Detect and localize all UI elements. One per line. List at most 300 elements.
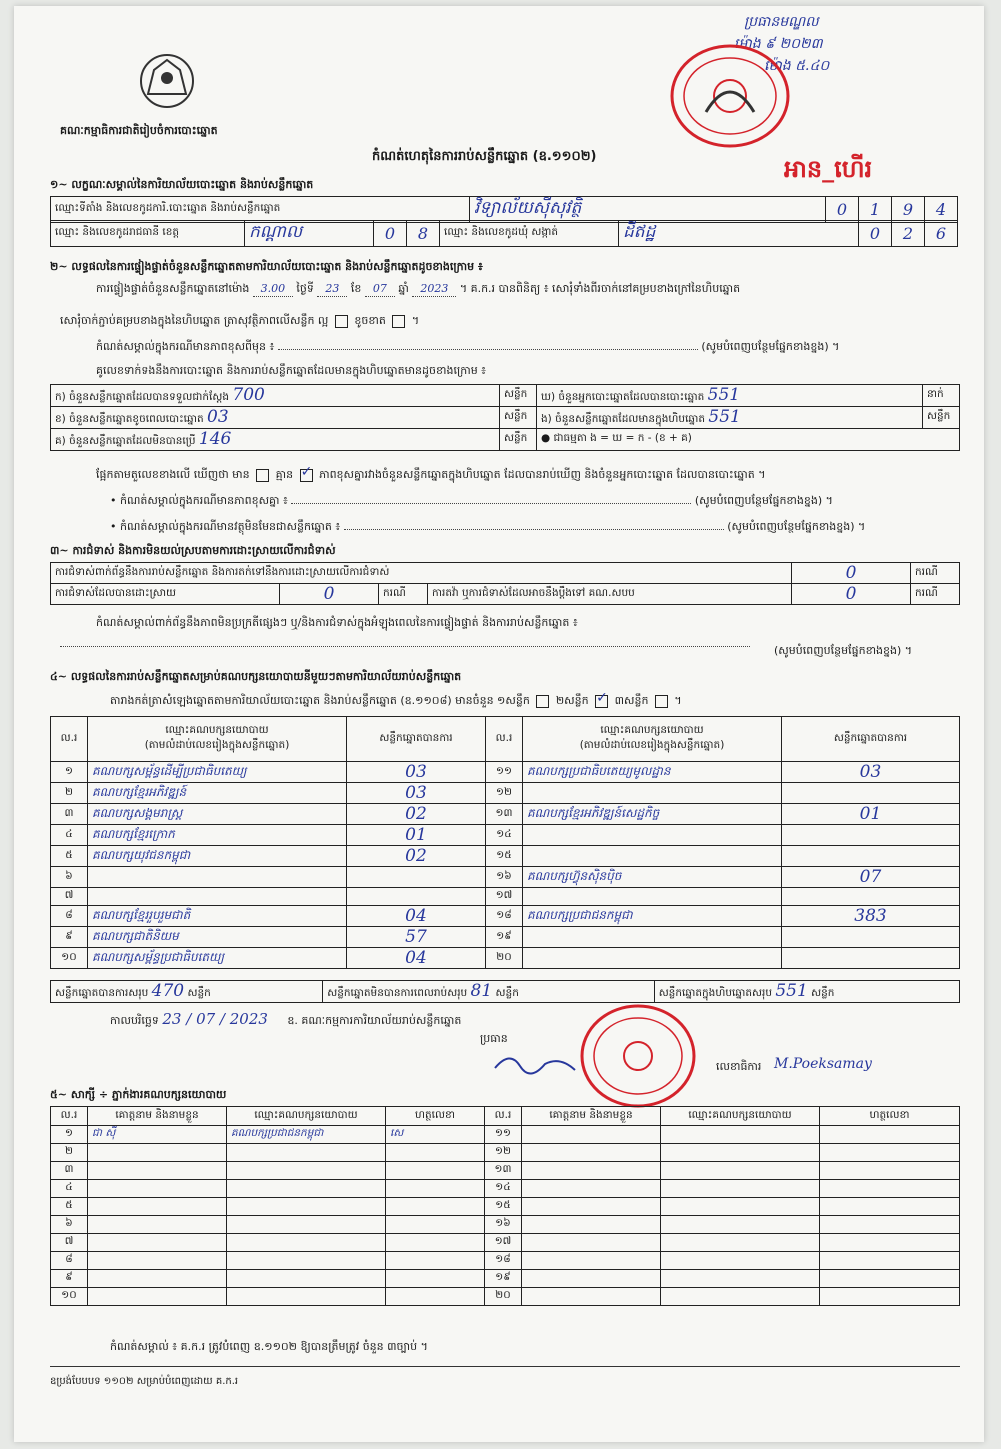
province-code-digit: 0 xyxy=(374,221,407,247)
date-label: កាលបរិច្ឆេទ xyxy=(110,1014,159,1027)
witness-party[interactable] xyxy=(661,1126,820,1144)
witness-signature[interactable] xyxy=(820,1162,960,1180)
row-number: ១២ xyxy=(486,783,523,804)
witness-body xyxy=(51,1126,960,1306)
row-number: ៧ xyxy=(51,1234,88,1252)
party-name: គណបក្សសង្គមរាស្ត្រ xyxy=(88,804,347,825)
year-label: ឆ្នាំ xyxy=(398,282,409,295)
commune-code-digit: 0 xyxy=(859,221,892,247)
witness-name[interactable] xyxy=(522,1216,661,1234)
witness-signature[interactable] xyxy=(386,1288,485,1306)
witness-name[interactable] xyxy=(522,1126,661,1144)
no-difference-checkbox[interactable] xyxy=(300,469,313,482)
row-number: ១៧ xyxy=(485,1234,522,1252)
row-number: ៥ xyxy=(51,1198,88,1216)
received-value: 700 xyxy=(232,385,265,405)
witness-name[interactable] xyxy=(522,1234,661,1252)
witness-name[interactable] xyxy=(88,1162,227,1180)
committee-name: គណៈកម្មាធិការជាតិរៀបចំការបោះឆ្នោត xyxy=(60,124,218,137)
witness-signature[interactable] xyxy=(820,1126,960,1144)
valid-total-value: 470 xyxy=(151,981,185,1001)
formula: ជាធម្មតា ង = ឃ = ក - (ខ + គ) xyxy=(553,432,692,444)
col-no: ល.រ xyxy=(51,717,88,762)
results-row xyxy=(51,906,960,927)
col-party: ឈ្មោះគណបក្សនយោបាយ xyxy=(600,724,704,736)
section1-title: ១~ លក្ខណៈសម្គាល់នៃការិយាល័យបោះឆ្នោត និងរាប់សន្លឹកឆ្នោត xyxy=(50,178,314,191)
witness-row xyxy=(51,1162,960,1180)
commune-label: ឈ្មោះ និងលេខកូដឃុំ សង្កាត់ xyxy=(440,221,619,247)
in-box-label: ង) ចំនួនសន្លឹកឆ្នោតដែលមានក្នុងហិបឆ្នោត xyxy=(541,413,706,425)
col-party: ឈ្មោះគណបក្សនយោបាយ xyxy=(661,1107,820,1126)
witness-name[interactable] xyxy=(522,1144,661,1162)
chair-label: ប្រធាន xyxy=(480,1032,508,1045)
row-number: ១៩ xyxy=(485,1270,522,1288)
col-party: ឈ្មោះគណបក្សនយោបាយ xyxy=(165,724,269,736)
row-number: ១១ xyxy=(485,1126,522,1144)
three-sheets-label: ៣សន្លឹក xyxy=(614,694,649,707)
witness-party[interactable] xyxy=(661,1288,820,1306)
results-row xyxy=(51,804,960,825)
party-name: គណបក្សជាតិនិយម xyxy=(88,927,347,948)
witness-name[interactable] xyxy=(88,1234,227,1252)
row-number: ២០ xyxy=(485,1288,522,1306)
row-number: ៤ xyxy=(51,825,88,846)
unit-label: សន្លឹក xyxy=(500,429,537,451)
party-name: គណបក្សខ្មែរក្រោក xyxy=(88,825,347,846)
spoiled-label: ខ) ចំនួនសន្លឹកឆ្នោតខូចពេលបោះឆ្នោត xyxy=(55,413,204,425)
witness-signature[interactable] xyxy=(820,1180,960,1198)
location-code-digit: 9 xyxy=(892,197,925,223)
witness-name[interactable] xyxy=(88,1216,227,1234)
row-number: ១៥ xyxy=(486,846,523,867)
witness-party[interactable] xyxy=(227,1234,386,1252)
stamp-title: អាន_ហើរ xyxy=(784,155,873,183)
witness-signature[interactable] xyxy=(820,1234,960,1252)
unused-value: 146 xyxy=(198,429,232,449)
row-number: ១១ xyxy=(486,762,523,783)
secretary-signature: M.Poeksamay xyxy=(774,1056,872,1072)
difference-note-field[interactable] xyxy=(278,349,698,350)
official-stamp-icon xyxy=(666,42,796,152)
has-difference-checkbox[interactable] xyxy=(256,469,269,482)
row-number: ៦ xyxy=(51,867,88,888)
valid-total-label: សន្លឹកឆ្នោតបានការសរុប xyxy=(55,987,149,999)
witness-table xyxy=(50,1106,960,1306)
voters-unit: នាក់ xyxy=(923,385,960,407)
witness-party[interactable] xyxy=(227,1252,386,1270)
party-name xyxy=(523,927,782,948)
witness-party[interactable] xyxy=(227,1144,386,1162)
witness-signature[interactable] xyxy=(386,1234,485,1252)
comparison-tail: ភាពខុសគ្នារវាងចំនួនសន្លឹកឆ្នោតក្នុងហិបឆ្នោត ដែលបានរាប់ឃើញ និងចំនួនអ្នកបោះឆ្នោត ដែលបានបោះឆ្នោត ។ xyxy=(319,468,766,481)
party-votes: 04 xyxy=(347,906,486,927)
location-code-digit: 4 xyxy=(925,197,958,223)
results-row xyxy=(51,888,960,906)
location-code-digit: 0 xyxy=(826,197,859,223)
irregularity-note: កំណត់សម្គាល់ពាក់ព័ន្ធនឹងភាពមិនប្រក្រតីផ្សេងៗ ឬ/និងការជំទាស់ក្នុងអំឡុងពេលនៃការផ្ទៀងផ្ទាត់ និងការរាប់សន្លឹកឆ្នោត ៖ xyxy=(96,616,578,629)
complaints-label: ការជំទាស់ពាក់ព័ន្ធនឹងការរាប់សន្លឹកឆ្នោត និងការតក់ទៅនឹងការដោះស្រាយលើការជំទាស់ xyxy=(51,563,792,584)
party-name xyxy=(523,825,782,846)
witness-name[interactable] xyxy=(88,1288,227,1306)
handwritten-note-3: ម៉ោង ៥.៤០ xyxy=(764,58,830,74)
row-number: ១៧ xyxy=(486,888,523,906)
row-number: ១៣ xyxy=(485,1162,522,1180)
party-name: គណបក្សខ្មែរអភិវឌ្ឍន៍សេដ្ឋកិច្ច xyxy=(523,804,782,825)
results-row xyxy=(51,825,960,846)
witness-signature[interactable] xyxy=(386,1162,485,1180)
seal-line: សោរុំចាក់ភ្ជាប់គម្របខាងក្នុងនៃហិបឆ្នោត ត្រាសុវត្ថិភាពលើសន្លឹក ល្អ ខូចខាត ។ xyxy=(60,314,420,327)
witness-party[interactable] xyxy=(227,1216,386,1234)
case-unit: ករណី xyxy=(911,563,960,584)
form-title: កំណត់ហេតុនៃការរាប់សន្លឹកឆ្នោត (ឧ.១១០២) xyxy=(372,149,597,164)
row-number: ១ xyxy=(51,762,88,783)
diff-note-field[interactable] xyxy=(291,503,691,504)
object-note-field[interactable] xyxy=(344,529,724,530)
col-no: ល.រ xyxy=(51,1107,88,1126)
row-number: ៤ xyxy=(51,1180,88,1198)
witness-party[interactable] xyxy=(661,1144,820,1162)
party-name: គណបក្សប្រជាជនកម្ពុជា xyxy=(523,906,782,927)
three-sheets-checkbox[interactable] xyxy=(655,695,668,708)
two-sheets-checkbox[interactable] xyxy=(595,695,608,708)
footer-form-id: ឧប្រង់បែបបទ ១១០២ សម្រាប់បំពេញដោយ គ.ក.រ xyxy=(50,1376,239,1387)
witness-signature[interactable] xyxy=(820,1216,960,1234)
row-number: ៣ xyxy=(51,804,88,825)
party-name: គណបក្សខ្មែរអភិវឌ្ឍន៍ xyxy=(88,783,347,804)
row-number: ៩ xyxy=(51,1270,88,1288)
witness-signature[interactable] xyxy=(386,1216,485,1234)
appeal-label: ការតវ៉ា ឬការជំទាស់ដែលអាចនឹងប្ដឹងទៅ គណ.សបប xyxy=(428,584,792,605)
section4-title: ៤~ លទ្ធផលនៃការរាប់សន្លឹកឆ្នោតសម្រាប់គណបក្សនយោបាយនីមួយៗតាមការិយាល័យរាប់សន្លឹកឆ្នោត xyxy=(50,670,462,683)
witness-name[interactable] xyxy=(522,1270,661,1288)
party-votes: 383 xyxy=(782,906,960,927)
party-votes: 03 xyxy=(347,783,486,804)
resolved-value: 0 xyxy=(280,584,379,605)
received-label: ក) ចំនួនសន្លឹកឆ្នោតដែលបានទទួលជាក់ស្តែង xyxy=(55,391,230,403)
witness-signature[interactable] xyxy=(386,1144,485,1162)
col-sign: ហត្ថលេខា xyxy=(820,1107,960,1126)
footer-note: កំណត់សម្គាល់ ៖ គ.ក.រ ត្រូវបំពេញ ឧ.១១០២ ឱ្យបានត្រឹមត្រូវ ចំនួន ៣ច្បាប់ ។ xyxy=(110,1340,428,1353)
seal-damaged-checkbox[interactable] xyxy=(392,315,405,328)
seal-good-checkbox[interactable] xyxy=(335,315,348,328)
nec-emblem-icon xyxy=(136,50,198,112)
appeal-value: 0 xyxy=(792,584,911,605)
invalid-total-value: 81 xyxy=(470,981,493,1001)
time-label: ការផ្ទៀងផ្ទាត់ចំនួនសន្លឹកឆ្នោតនៅម៉ោង xyxy=(96,282,250,295)
location-code-digit: 1 xyxy=(859,197,892,223)
verification-line xyxy=(96,282,976,297)
difference-note-row xyxy=(96,340,964,354)
results-body xyxy=(51,762,960,969)
section5-title: ៥~ សាក្សី ÷ ភ្នាក់ងារគណបក្សនយោបាយ xyxy=(50,1088,227,1101)
footer-divider xyxy=(50,1366,960,1367)
witness-row xyxy=(51,1216,960,1234)
row-number: ៧ xyxy=(51,888,88,906)
party-name xyxy=(523,948,782,969)
witness-party[interactable] xyxy=(227,1288,386,1306)
col-party-sub: (តាមលំដាប់លេខរៀងក្នុងសន្លឹកឆ្នោត) xyxy=(579,739,725,751)
committee-stamp-icon xyxy=(574,1002,704,1112)
witness-party[interactable] xyxy=(661,1198,820,1216)
party-name xyxy=(88,867,347,888)
location-value: វិទ្យាល័យស៊ីសុវត្ថិ xyxy=(470,197,826,223)
row-number: ១៥ xyxy=(485,1198,522,1216)
witness-signature[interactable] xyxy=(386,1180,485,1198)
province-code-digit: 8 xyxy=(407,221,440,247)
figures-intro: គូលេខទាក់ទងនឹងការបោះឆ្នោត និងការរាប់សន្លឹកឆ្នោតដែលមានក្នុងហិបឆ្នោតមានដូចខាងក្រោម ៖ xyxy=(96,364,487,377)
party-votes: 57 xyxy=(347,927,486,948)
resolved-label: ការជំទាស់ដែលបានដោះស្រាយ xyxy=(51,584,280,605)
row-number: ១៩ xyxy=(486,927,523,948)
party-votes: 04 xyxy=(347,948,486,969)
location-label: ឈ្មោះទីតាំង និងលេខកូដការិ.បោះឆ្នោត និងរាប់សន្លឹកឆ្នោត xyxy=(51,197,470,223)
witness-name[interactable] xyxy=(522,1288,661,1306)
fill-hint: (សូមបំពេញបន្ថែមផ្នែកខាងខ្នង) ។ xyxy=(694,494,833,507)
party-name: គណបក្សប្រជាធិបតេយ្យមូលដ្ឋាន xyxy=(523,762,782,783)
handwritten-note-1: ប្រធានមណ្ឌល xyxy=(744,14,819,30)
date-value: 23 / 07 / 2023 xyxy=(162,1010,268,1028)
row-number: ១៤ xyxy=(485,1180,522,1198)
row-number: ១៨ xyxy=(485,1252,522,1270)
witness-party[interactable] xyxy=(661,1252,820,1270)
row-number: ៨ xyxy=(51,906,88,927)
witness-signature[interactable] xyxy=(820,1288,960,1306)
col-party: ឈ្មោះគណបក្សនយោបាយ xyxy=(227,1107,386,1126)
witness-party[interactable] xyxy=(227,1180,386,1198)
party-votes: 01 xyxy=(347,825,486,846)
seal-damaged-label: ខូចខាត xyxy=(354,314,386,327)
witness-name[interactable] xyxy=(88,1180,227,1198)
row-number: ៦ xyxy=(51,1216,88,1234)
committee-signature-label: ឧ. គណៈកម្មការការិយាល័យរាប់សន្លឹកឆ្នោត xyxy=(287,1014,462,1027)
spoiled-value: 03 xyxy=(207,407,229,427)
party-name: គណបក្សយុវជនកម្ពុជា xyxy=(88,846,347,867)
row-number: ១២ xyxy=(485,1144,522,1162)
witness-party[interactable] xyxy=(661,1216,820,1234)
province-table xyxy=(50,220,958,247)
row-number: ៥ xyxy=(51,846,88,867)
party-name: គណបក្សសម្ព័ន្ធដើម្បីប្រជាធិបតេយ្យ xyxy=(88,762,347,783)
fill-hint: (សូមបំពេញបន្ថែមផ្នែកខាងខ្នង) ។ xyxy=(701,340,840,353)
results-row xyxy=(51,927,960,948)
party-votes: 07 xyxy=(782,867,960,888)
inspection-text: ។ គ.ក.រ បានពិនិត្យ ៖ សោរុំទាំងពីរចាក់នៅគម្របខាងក្រៅនៃហិបឆ្នោត xyxy=(459,282,741,295)
party-votes xyxy=(782,927,960,948)
party-name: គណបក្សហ៊្វុនស៊ិនប៉ិច xyxy=(523,867,782,888)
party-votes xyxy=(347,867,486,888)
year-value: 2023 xyxy=(412,282,456,297)
row-number: ១០ xyxy=(51,1288,88,1306)
witness-party[interactable] xyxy=(227,1162,386,1180)
party-votes: 02 xyxy=(347,804,486,825)
totals-table xyxy=(50,980,960,1003)
party-votes: 02 xyxy=(347,846,486,867)
results-row xyxy=(51,783,960,804)
day-value: 23 xyxy=(317,282,347,297)
row-number: ១៣ xyxy=(486,804,523,825)
case-unit: ករណី xyxy=(911,584,960,605)
row-number: ១៦ xyxy=(486,867,523,888)
row-number: ១៨ xyxy=(486,906,523,927)
seal-text: សោរុំចាក់ភ្ជាប់គម្របខាងក្នុងនៃហិបឆ្នោត ត្រាសុវត្ថិភាពលើសន្លឹក ល្អ xyxy=(60,314,329,327)
results-table xyxy=(50,716,960,969)
row-number: ៩ xyxy=(51,927,88,948)
witness-party[interactable] xyxy=(661,1162,820,1180)
witness-party[interactable] xyxy=(661,1234,820,1252)
two-sheets-label: ២សន្លឹក xyxy=(555,694,589,707)
box-total-label: សន្លឹកឆ្នោតក្នុងហិបឆ្នោតសរុប xyxy=(658,987,772,999)
unit-label: សន្លឹក xyxy=(495,987,519,999)
col-sign: ហត្ថលេខា xyxy=(386,1107,485,1126)
handwritten-note-2: ម៉ោង ៩ ២០២៣ xyxy=(734,36,823,52)
witness-name[interactable] xyxy=(88,1198,227,1216)
witness-name[interactable] xyxy=(522,1252,661,1270)
party-votes xyxy=(782,846,960,867)
witness-party[interactable]: គណបក្សប្រជាជនកម្ពុជា xyxy=(227,1126,386,1144)
secretary-label: លេខាធិការ xyxy=(716,1060,762,1073)
witness-party[interactable] xyxy=(661,1270,820,1288)
unused-label: គ) ចំនួនសន្លឹកឆ្នោតដែលមិនបានប្រើ xyxy=(55,435,196,447)
witness-signature[interactable] xyxy=(820,1270,960,1288)
party-name xyxy=(523,846,782,867)
row-number: ១ xyxy=(51,1126,88,1144)
party-votes xyxy=(782,888,960,906)
unit-label: សន្លឹក xyxy=(923,407,960,429)
col-no: ល.រ xyxy=(485,1107,522,1126)
witness-name[interactable] xyxy=(522,1180,661,1198)
col-name: គោត្តនាម និងនាមខ្លួន xyxy=(522,1107,661,1126)
row-number: ១៦ xyxy=(485,1216,522,1234)
section2-title: ២~ លទ្ធផលនៃការផ្ទៀងផ្ទាត់ចំនួនសន្លឹកឆ្នោតតាមការិយាល័យបោះឆ្នោត និងរាប់សន្លឹកឆ្នោតដូចខាងក្រោម ៖ xyxy=(50,260,483,273)
fill-hint: (សូមបំពេញបន្ថែមផ្នែកខាងខ្នង) ។ xyxy=(774,644,913,657)
witness-row xyxy=(51,1126,960,1144)
province-value: កណ្ដាល xyxy=(245,221,374,247)
party-votes xyxy=(782,948,960,969)
tally-sheets-row: តារាងកត់ត្រាសំឡេងឆ្នោតតាមការិយាល័យបោះឆ្នោត និងរាប់សន្លឹកឆ្នោត (ឧ.១១០៨) មានចំនួន ១សន្លឹក ២សន្លឹក ✓ ៣សន្លឹក ។ xyxy=(110,694,682,708)
party-name: គណបក្សសម្ព័ន្ធប្រជាធិបតេយ្យ xyxy=(88,948,347,969)
col-no: ល.រ xyxy=(486,717,523,762)
complaints-table xyxy=(50,562,960,605)
complaints-value: 0 xyxy=(792,563,911,584)
unit-label: សន្លឹក xyxy=(187,987,211,999)
witness-row xyxy=(51,1198,960,1216)
witness-signature[interactable] xyxy=(386,1198,485,1216)
month-label: ខែ xyxy=(350,282,362,295)
witness-name[interactable] xyxy=(522,1162,661,1180)
witness-party[interactable] xyxy=(661,1180,820,1198)
witness-signature[interactable] xyxy=(820,1252,960,1270)
witness-name[interactable] xyxy=(522,1198,661,1216)
results-row xyxy=(51,948,960,969)
commune-code-digit: 2 xyxy=(892,221,925,247)
witness-signature[interactable] xyxy=(386,1252,485,1270)
object-note-row: • កំណត់សម្គាល់ក្នុងករណីមានវត្ថុមិនមែនជាសន្លឹកឆ្នោត ៖ (សូមបំពេញបន្ថែមផ្នែកខាងខ្នង) ។ xyxy=(110,520,866,533)
location-table xyxy=(50,196,958,223)
date-row xyxy=(110,1012,461,1028)
witness-row xyxy=(51,1288,960,1306)
col-votes: សន្លឹកឆ្នោតបានការ xyxy=(782,717,960,762)
no-difference-label: គ្មាន xyxy=(275,468,294,481)
voters-value: 551 xyxy=(707,385,741,405)
witness-signature[interactable] xyxy=(386,1270,485,1288)
col-party-sub: (តាមលំដាប់លេខរៀងក្នុងសន្លឹកឆ្នោត) xyxy=(144,739,290,751)
witness-signature[interactable]: សេ xyxy=(386,1126,485,1144)
party-votes: 03 xyxy=(347,762,486,783)
box-total-value: 551 xyxy=(775,981,808,1001)
comparison-label: ផ្អែកតាមតួលេខខាងលើ ឃើញថា មាន xyxy=(96,468,250,481)
section3-title: ៣~ ការជំទាស់ និងការមិនយល់ស្របតាមការដោះស្រាយលើការជំទាស់ xyxy=(50,544,336,557)
party-name: គណបក្សខ្មែររួបរួមជាតិ xyxy=(88,906,347,927)
results-row xyxy=(51,762,960,783)
province-label: ឈ្មោះ និងលេខកូដរាជធានី ខេត្ត xyxy=(51,221,245,247)
difference-note-label: កំណត់សម្គាល់ក្នុងករណីមានភាពខុសពីមុន ៖ xyxy=(96,340,275,353)
party-votes xyxy=(347,888,486,906)
col-votes: សន្លឹកឆ្នោតបានការ xyxy=(347,717,486,762)
witness-row xyxy=(51,1252,960,1270)
witness-row xyxy=(51,1270,960,1288)
ballot-count-table: ក) ចំនួនសន្លឹកឆ្នោតដែលបានទទួលជាក់ស្តែង 700 សន្លឹក ឃ) ចំនួនអ្នកបោះឆ្នោតដែលបានបោះឆ្នោត 551 នាក់ ខ) ចំនួនសន្លឹកឆ្នោតខូចពេលបោះឆ្នោត 03 សន្លឹក ង) ចំនួនសន្លឹកឆ្នោតដែលមានក្នុងហិបឆ្នោត 551 សន្លឹក គ) ចំនួនសន្លឹកឆ្នោតដែលមិនបានប្រើ 146 សន្លឹក ● ជាធម្មតា ង = ឃ = ក - (ខ + គ) xyxy=(50,384,960,451)
results-row xyxy=(51,846,960,867)
party-name xyxy=(523,783,782,804)
voters-label: ឃ) ចំនួនអ្នកបោះឆ្នោតដែលបានបោះឆ្នោត xyxy=(541,391,705,403)
day-label: ថ្ងៃទី xyxy=(296,282,314,295)
row-number: ១៤ xyxy=(486,825,523,846)
results-row xyxy=(51,867,960,888)
invalid-total-label: សន្លឹកឆ្នោតមិនបានការពេលរាប់សរុប xyxy=(327,987,468,999)
party-votes xyxy=(782,825,960,846)
row-number: ៣ xyxy=(51,1162,88,1180)
witness-signature[interactable] xyxy=(820,1198,960,1216)
row-number: ១០ xyxy=(51,948,88,969)
row-number: ២០ xyxy=(486,948,523,969)
commune-value: ដីឥដ្ឋ xyxy=(619,221,859,247)
witness-name[interactable] xyxy=(88,1144,227,1162)
unit-label: សន្លឹក xyxy=(500,407,537,429)
party-votes: 03 xyxy=(782,762,960,783)
row-number: ២ xyxy=(51,1144,88,1162)
chair-signature-icon xyxy=(490,1046,580,1080)
witness-row xyxy=(51,1234,960,1252)
witness-party[interactable] xyxy=(227,1198,386,1216)
comparison-row xyxy=(96,468,976,482)
one-sheet-checkbox[interactable] xyxy=(536,695,549,708)
witness-name[interactable] xyxy=(88,1270,227,1288)
unit-label: សន្លឹក xyxy=(811,987,835,999)
in-box-value: 551 xyxy=(708,407,741,427)
witness-name[interactable]: ជា ស៊ី xyxy=(88,1126,227,1144)
diff-note-row: • កំណត់សម្គាល់ក្នុងករណីមានភាពខុសគ្នា ៖ (សូមបំពេញបន្ថែមផ្នែកខាងខ្នង) ។ xyxy=(110,494,833,507)
month-value: 07 xyxy=(365,282,395,297)
diff-note-label: កំណត់សម្គាល់ក្នុងករណីមានភាពខុសគ្នា ៖ xyxy=(120,494,288,507)
row-number: ២ xyxy=(51,783,88,804)
party-name xyxy=(88,888,347,906)
unit-label: សន្លឹក xyxy=(500,385,537,407)
fill-hint: (សូមបំពេញបន្ថែមផ្នែកខាងខ្នង) ។ xyxy=(727,520,866,533)
col-name: គោត្តនាម និងនាមខ្លួន xyxy=(88,1107,227,1126)
witness-name[interactable] xyxy=(88,1252,227,1270)
object-note-label: កំណត់សម្គាល់ក្នុងករណីមានវត្ថុមិនមែនជាសន្លឹកឆ្នោត ៖ xyxy=(120,520,341,533)
witness-signature[interactable] xyxy=(820,1144,960,1162)
witness-row xyxy=(51,1180,960,1198)
party-name xyxy=(523,888,782,906)
irregularity-field[interactable] xyxy=(60,646,750,647)
time-value: 3.00 xyxy=(253,282,293,297)
case-unit: ករណី xyxy=(379,584,428,605)
witness-party[interactable] xyxy=(227,1270,386,1288)
party-votes: 01 xyxy=(782,804,960,825)
form-sheet xyxy=(14,6,984,1442)
tally-sheets-label: តារាងកត់ត្រាសំឡេងឆ្នោតតាមការិយាល័យបោះឆ្នោត និងរាប់សន្លឹកឆ្នោត (ឧ.១១០៨) មានចំនួន ១សន្លឹក xyxy=(110,694,530,707)
